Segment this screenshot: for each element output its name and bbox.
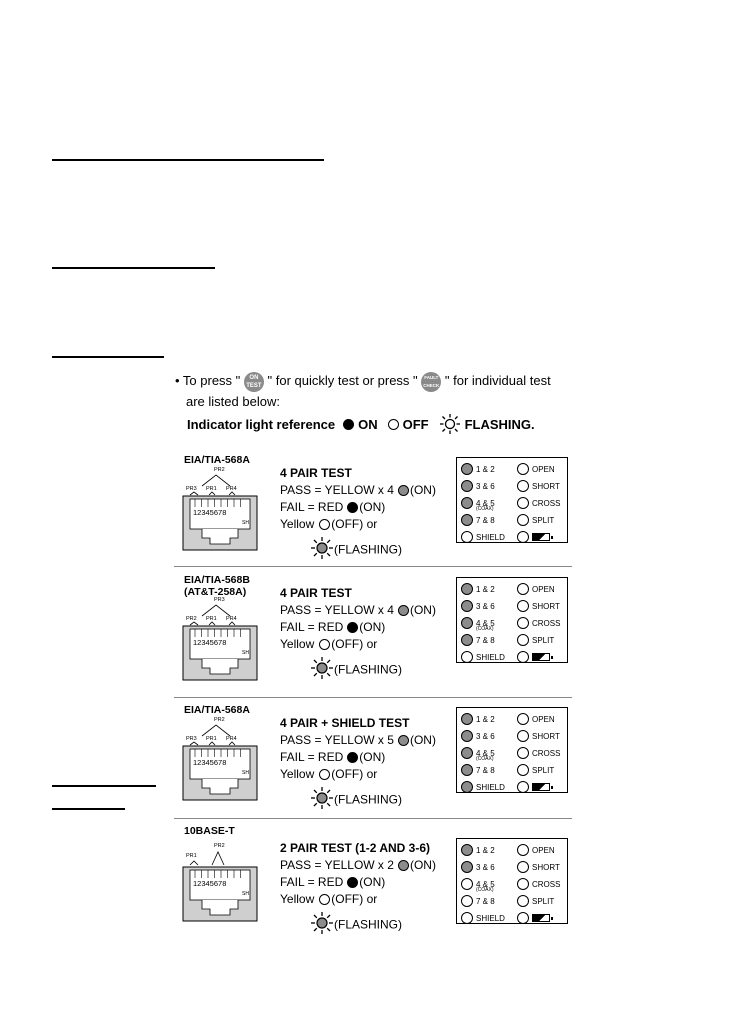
coax-label: (COAX) xyxy=(476,506,494,512)
section-heading-underline-2 xyxy=(52,267,215,269)
rj45-jack-diagram xyxy=(180,835,262,897)
flashing-indicator-icon xyxy=(310,911,334,940)
pass-text: PASS = YELLOW x 2 xyxy=(280,858,394,872)
coax-label: (COAX) xyxy=(476,887,494,893)
svg-text:PR3: PR3 xyxy=(186,736,197,742)
pass-text: PASS = YELLOW x 4 xyxy=(280,483,394,497)
pass-line xyxy=(280,732,436,749)
fail-text: FAIL = RED xyxy=(280,620,344,634)
panel-indicator-left xyxy=(461,651,505,663)
on-label: (ON) xyxy=(359,750,386,764)
panel-indicator-left xyxy=(461,600,495,612)
status-indicator-icon xyxy=(517,600,529,612)
yellow-off-line xyxy=(280,636,436,653)
flashing-text: (FLASHING) xyxy=(334,792,403,807)
panel-indicator-right xyxy=(517,713,555,725)
intro-text-part: " for individual test xyxy=(444,373,551,388)
standard-name: EIA/TIA-568B xyxy=(184,574,250,586)
standard-name: EIA/TIA-568A xyxy=(184,704,250,716)
pin-numbers: 12345678 xyxy=(193,758,227,767)
pair-indicator-icon xyxy=(461,514,473,526)
fault-check-tone-button-icon: FAULT CHECK TONE xyxy=(421,372,441,392)
pass-text: PASS = YELLOW x 4 xyxy=(280,603,394,617)
status-indicator-icon xyxy=(517,514,529,526)
pair-indicator-icon xyxy=(461,634,473,646)
pair-indicator-icon xyxy=(461,600,473,612)
panel-indicator-left xyxy=(461,713,495,725)
pair-indicator-icon xyxy=(461,463,473,475)
panel-indicator-left xyxy=(461,861,495,873)
wiring-section xyxy=(176,572,572,682)
pair-label: PR3 xyxy=(214,597,225,603)
pair-indicator-label: 1 & 2 xyxy=(476,845,495,855)
on-label: (ON) xyxy=(409,733,436,747)
panel-indicator-right xyxy=(517,497,560,509)
status-indicator-label: OPEN xyxy=(532,464,555,474)
yellow-on-indicator-icon xyxy=(398,485,409,496)
indicator-panel xyxy=(456,707,568,793)
pair-label: PR2 xyxy=(214,717,225,723)
status-indicator-label: SHORT xyxy=(532,731,560,741)
test-description xyxy=(280,840,436,940)
intro-text xyxy=(175,371,551,412)
pair-indicator-label: 1 & 2 xyxy=(476,714,495,724)
yellow-text: Yellow xyxy=(280,892,315,906)
svg-text:PR2: PR2 xyxy=(214,843,225,849)
svg-text:PR1: PR1 xyxy=(206,616,217,622)
panel-indicator-left xyxy=(461,747,495,762)
status-indicator-icon xyxy=(517,583,529,595)
fail-line xyxy=(280,749,436,766)
rj45-jack-diagram xyxy=(180,464,262,526)
indicator-legend xyxy=(187,413,535,435)
panel-indicator-left xyxy=(461,497,495,512)
pair-indicator-icon xyxy=(461,861,473,873)
pair-indicator-icon xyxy=(461,844,473,856)
panel-indicator-right xyxy=(517,651,550,663)
pair-indicator-label: 4 & 5 xyxy=(476,498,495,508)
status-indicator-label: CROSS xyxy=(532,748,561,758)
panel-indicator-left xyxy=(461,895,495,907)
legend-title: Indicator light reference xyxy=(187,416,336,432)
fail-line xyxy=(280,499,436,516)
test-title: 2 PAIR TEST (1-2 AND 3-6) xyxy=(280,841,431,855)
status-indicator-label: OPEN xyxy=(532,714,555,724)
status-indicator-icon xyxy=(517,617,529,629)
pair-indicator-label: SHIELD xyxy=(476,652,505,662)
panel-indicator-left xyxy=(461,764,495,776)
wiring-section xyxy=(176,452,572,562)
yellow-on-indicator-icon xyxy=(398,860,409,871)
panel-indicator-right xyxy=(517,730,560,742)
status-indicator-label: SPLIT xyxy=(532,765,555,775)
svg-text:PR1: PR1 xyxy=(206,736,217,742)
status-indicator-label: SHORT xyxy=(532,601,560,611)
panel-indicator-right xyxy=(517,463,555,475)
fail-text: FAIL = RED xyxy=(280,750,344,764)
flashing-text: (FLASHING) xyxy=(334,542,403,557)
pair-indicator-label: 3 & 6 xyxy=(476,601,495,611)
pair-indicator-label: 1 & 2 xyxy=(476,464,495,474)
test-description xyxy=(280,585,436,685)
test-title: 4 PAIR + SHIELD TEST xyxy=(280,716,410,730)
section-divider xyxy=(174,818,572,819)
battery-icon xyxy=(532,653,550,661)
panel-indicator-right xyxy=(517,912,550,924)
status-indicator-icon xyxy=(517,912,529,924)
pair-indicator-icon xyxy=(461,480,473,492)
pin-numbers: 12345678 xyxy=(193,508,227,517)
panel-indicator-left xyxy=(461,844,495,856)
red-on-indicator-icon xyxy=(347,622,358,633)
pair-indicator-label: 3 & 6 xyxy=(476,731,495,741)
on-label: (ON) xyxy=(359,875,386,889)
pair-indicator-label: 4 & 5 xyxy=(476,618,495,628)
legend-on-label: ON xyxy=(358,416,378,432)
flashing-line xyxy=(280,656,436,685)
status-indicator-icon xyxy=(517,730,529,742)
on-label: (ON) xyxy=(409,858,436,872)
panel-indicator-left xyxy=(461,878,495,893)
pair-indicator-icon xyxy=(461,583,473,595)
pair-indicator-label: 3 & 6 xyxy=(476,481,495,491)
section-heading-underline-5 xyxy=(52,808,125,810)
status-indicator-label: SHORT xyxy=(532,481,560,491)
pair-indicator-label: 3 & 6 xyxy=(476,862,495,872)
pass-line xyxy=(280,482,436,499)
off-or-text: (OFF) or xyxy=(331,517,378,531)
status-indicator-label: CROSS xyxy=(532,618,561,628)
svg-text:PR4: PR4 xyxy=(226,736,237,742)
svg-text:SH: SH xyxy=(242,650,249,656)
status-indicator-label: OPEN xyxy=(532,845,555,855)
panel-indicator-left xyxy=(461,463,495,475)
status-indicator-icon xyxy=(517,497,529,509)
status-indicator-label: SPLIT xyxy=(532,515,555,525)
panel-indicator-right xyxy=(517,878,560,890)
panel-indicator-left xyxy=(461,781,505,793)
pair-indicator-label: 4 & 5 xyxy=(476,879,495,889)
red-on-indicator-icon xyxy=(347,877,358,888)
off-or-text: (OFF) or xyxy=(331,892,378,906)
pair-indicator-icon xyxy=(461,730,473,742)
intro-text-line2: are listed below: xyxy=(186,393,280,409)
off-indicator-icon xyxy=(319,639,330,650)
pair-indicator-icon xyxy=(461,895,473,907)
panel-indicator-right xyxy=(517,634,554,646)
status-indicator-label: SPLIT xyxy=(532,896,555,906)
on-label: (ON) xyxy=(409,603,436,617)
yellow-off-line xyxy=(280,516,436,533)
panel-indicator-left xyxy=(461,912,505,924)
status-indicator-icon xyxy=(517,531,529,543)
pair-indicator-label: 7 & 8 xyxy=(476,896,495,906)
svg-text:PR4: PR4 xyxy=(226,616,237,622)
fail-text: FAIL = RED xyxy=(280,500,344,514)
pair-indicator-icon xyxy=(461,747,473,759)
section-divider xyxy=(174,566,572,567)
panel-indicator-left xyxy=(461,531,505,543)
red-on-indicator-icon xyxy=(347,502,358,513)
panel-indicator-left xyxy=(461,617,495,632)
flashing-line xyxy=(280,536,436,565)
svg-text:PR2: PR2 xyxy=(186,616,197,622)
panel-indicator-right xyxy=(517,531,550,543)
pair-indicator-icon xyxy=(461,713,473,725)
status-indicator-icon xyxy=(517,463,529,475)
coax-label: (COAX) xyxy=(476,626,494,632)
off-indicator-icon xyxy=(319,769,330,780)
off-indicator-icon xyxy=(388,419,399,430)
flashing-indicator-icon xyxy=(439,413,461,435)
status-indicator-icon xyxy=(517,844,529,856)
pin-numbers: 12345678 xyxy=(193,879,227,888)
pair-indicator-label: SHIELD xyxy=(476,532,505,542)
on-indicator-icon xyxy=(343,419,354,430)
status-indicator-icon xyxy=(517,747,529,759)
panel-indicator-right xyxy=(517,617,560,629)
section-heading-underline-3 xyxy=(52,356,164,358)
pair-indicator-label: 7 & 8 xyxy=(476,765,495,775)
panel-indicator-right xyxy=(517,844,555,856)
status-indicator-label: SPLIT xyxy=(532,635,555,645)
svg-text:SH: SH xyxy=(242,891,249,897)
test-title: 4 PAIR TEST xyxy=(280,586,352,600)
flashing-line xyxy=(280,786,436,815)
panel-indicator-right xyxy=(517,514,554,526)
yellow-off-line xyxy=(280,766,436,783)
red-on-indicator-icon xyxy=(347,752,358,763)
pair-indicator-icon xyxy=(461,764,473,776)
standard-name: 10BASE-T xyxy=(184,825,235,837)
panel-indicator-right xyxy=(517,895,554,907)
test-title: 4 PAIR TEST xyxy=(280,466,352,480)
battery-icon xyxy=(532,783,550,791)
rj45-jack-diagram xyxy=(180,594,262,656)
panel-indicator-right xyxy=(517,764,554,776)
svg-text:PR1: PR1 xyxy=(206,486,217,492)
fail-line xyxy=(280,619,436,636)
status-indicator-label: CROSS xyxy=(532,498,561,508)
status-indicator-icon xyxy=(517,713,529,725)
status-indicator-icon xyxy=(517,634,529,646)
status-indicator-icon xyxy=(517,878,529,890)
yellow-text: Yellow xyxy=(280,517,315,531)
status-indicator-label: CROSS xyxy=(532,879,561,889)
status-indicator-icon xyxy=(517,861,529,873)
on-label: (ON) xyxy=(409,483,436,497)
test-description xyxy=(280,715,436,815)
pass-line xyxy=(280,602,436,619)
flashing-text: (FLASHING) xyxy=(334,917,403,932)
pair-indicator-label: SHIELD xyxy=(476,913,505,923)
svg-text:PR3: PR3 xyxy=(186,486,197,492)
pair-indicator-icon xyxy=(461,651,473,663)
pair-indicator-label: 4 & 5 xyxy=(476,748,495,758)
flashing-text: (FLASHING) xyxy=(334,662,403,677)
section-divider xyxy=(174,697,572,698)
pair-indicator-icon xyxy=(461,781,473,793)
test-description xyxy=(280,465,436,565)
pair-indicator-label: 1 & 2 xyxy=(476,584,495,594)
battery-icon xyxy=(532,914,550,922)
svg-text:PR4: PR4 xyxy=(226,486,237,492)
panel-indicator-right xyxy=(517,600,560,612)
flashing-indicator-icon xyxy=(310,786,334,815)
status-indicator-icon xyxy=(517,651,529,663)
panel-indicator-left xyxy=(461,634,495,646)
status-indicator-label: SHORT xyxy=(532,862,560,872)
fail-line xyxy=(280,874,436,891)
pair-indicator-icon xyxy=(461,617,473,629)
yellow-on-indicator-icon xyxy=(398,735,409,746)
indicator-panel xyxy=(456,457,568,543)
battery-icon xyxy=(532,533,550,541)
panel-indicator-left xyxy=(461,730,495,742)
rj45-jack-diagram xyxy=(180,714,262,776)
standard-alt-name: (AT&T-258A) xyxy=(184,586,247,598)
pair-indicator-icon xyxy=(461,497,473,509)
yellow-on-indicator-icon xyxy=(398,605,409,616)
flashing-line xyxy=(280,911,436,940)
on-label: (ON) xyxy=(359,620,386,634)
pair-indicator-label: 7 & 8 xyxy=(476,635,495,645)
on-label: (ON) xyxy=(359,500,386,514)
svg-text:PR1: PR1 xyxy=(186,853,197,859)
status-indicator-icon xyxy=(517,764,529,776)
fail-text: FAIL = RED xyxy=(280,875,344,889)
pin-numbers: 12345678 xyxy=(193,638,227,647)
legend-off-label: OFF xyxy=(402,416,429,432)
panel-indicator-left xyxy=(461,514,495,526)
svg-text:SH: SH xyxy=(242,770,249,776)
off-or-text: (OFF) or xyxy=(331,767,378,781)
panel-indicator-right xyxy=(517,583,555,595)
flashing-indicator-icon xyxy=(310,536,334,565)
wiring-section xyxy=(176,702,572,812)
indicator-panel xyxy=(456,838,568,924)
panel-indicator-left xyxy=(461,583,495,595)
on-test-button-icon: ON TEST xyxy=(244,372,264,392)
yellow-off-line xyxy=(280,891,436,908)
off-indicator-icon xyxy=(319,519,330,530)
panel-indicator-right xyxy=(517,480,560,492)
standard-name: EIA/TIA-568A xyxy=(184,454,250,466)
pair-indicator-label: 7 & 8 xyxy=(476,515,495,525)
pair-label: PR2 xyxy=(214,467,225,473)
pair-indicator-label: SHIELD xyxy=(476,782,505,792)
panel-indicator-left xyxy=(461,480,495,492)
off-indicator-icon xyxy=(319,894,330,905)
status-indicator-icon xyxy=(517,895,529,907)
panel-indicator-right xyxy=(517,781,550,793)
status-indicator-icon xyxy=(517,781,529,793)
section-heading-underline-4 xyxy=(52,785,156,787)
pass-text: PASS = YELLOW x 5 xyxy=(280,733,394,747)
pair-indicator-icon xyxy=(461,878,473,890)
off-or-text: (OFF) or xyxy=(331,637,378,651)
yellow-text: Yellow xyxy=(280,767,315,781)
yellow-text: Yellow xyxy=(280,637,315,651)
pair-indicator-icon xyxy=(461,531,473,543)
intro-text-part: • To press " xyxy=(175,373,241,388)
flashing-indicator-icon xyxy=(310,656,334,685)
panel-indicator-right xyxy=(517,861,560,873)
status-indicator-label: OPEN xyxy=(532,584,555,594)
svg-text:SH: SH xyxy=(242,520,249,526)
status-indicator-icon xyxy=(517,480,529,492)
indicator-panel xyxy=(456,577,568,663)
pair-indicator-icon xyxy=(461,912,473,924)
section-heading-underline-1 xyxy=(52,159,324,161)
intro-text-part: " for quickly test or press " xyxy=(267,373,418,388)
wiring-section xyxy=(176,823,572,933)
panel-indicator-right xyxy=(517,747,560,759)
pass-line xyxy=(280,857,436,874)
legend-flashing-label: FLASHING. xyxy=(464,416,535,432)
coax-label: (COAX) xyxy=(476,756,494,762)
